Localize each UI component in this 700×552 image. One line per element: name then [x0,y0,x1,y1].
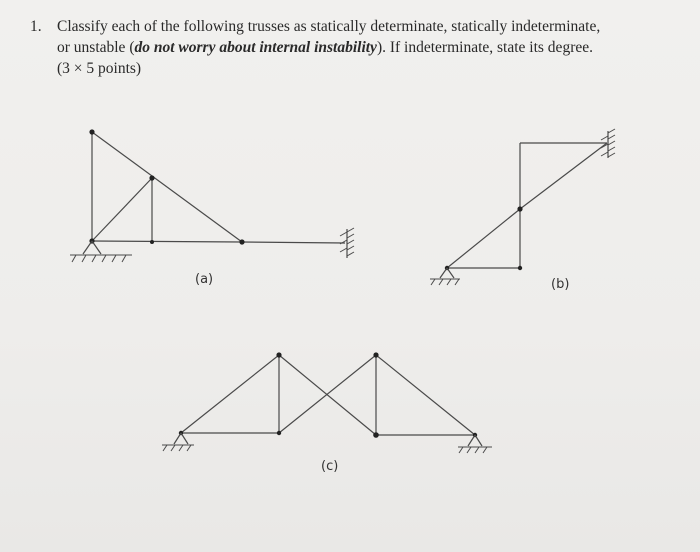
figure-label-a: (a) [195,272,214,287]
figure-label-c: (c) [321,459,339,474]
joint [239,239,244,244]
pin-support-right [458,435,492,453]
joint [373,432,379,438]
question-number: 1. [30,18,42,35]
pin-support-left [162,433,194,451]
question-line-2-suffix: ). If indeterminate, state its degree. [376,39,593,56]
points-note: (3 × 5 points) [57,60,142,77]
joint [276,352,281,357]
truss-b [430,129,615,285]
question-line-2-prefix: or unstable ( [57,39,135,56]
fixed-wall-support [340,228,354,258]
question-line-1: Classify each of the following trusses as statically determinate, statically indeterminate, [57,18,601,35]
joint [150,240,154,244]
pin-support [430,268,460,285]
joint [517,206,522,211]
joint [277,431,281,435]
truss-c [162,352,492,453]
joint [89,129,94,134]
pin-support [70,241,132,262]
figure-label-b: (b) [551,277,570,292]
truss-a [70,129,354,262]
joint [373,352,378,357]
joint [149,175,154,180]
joint [518,266,522,270]
emphasis-note: do not worry about internal instability [134,39,377,56]
